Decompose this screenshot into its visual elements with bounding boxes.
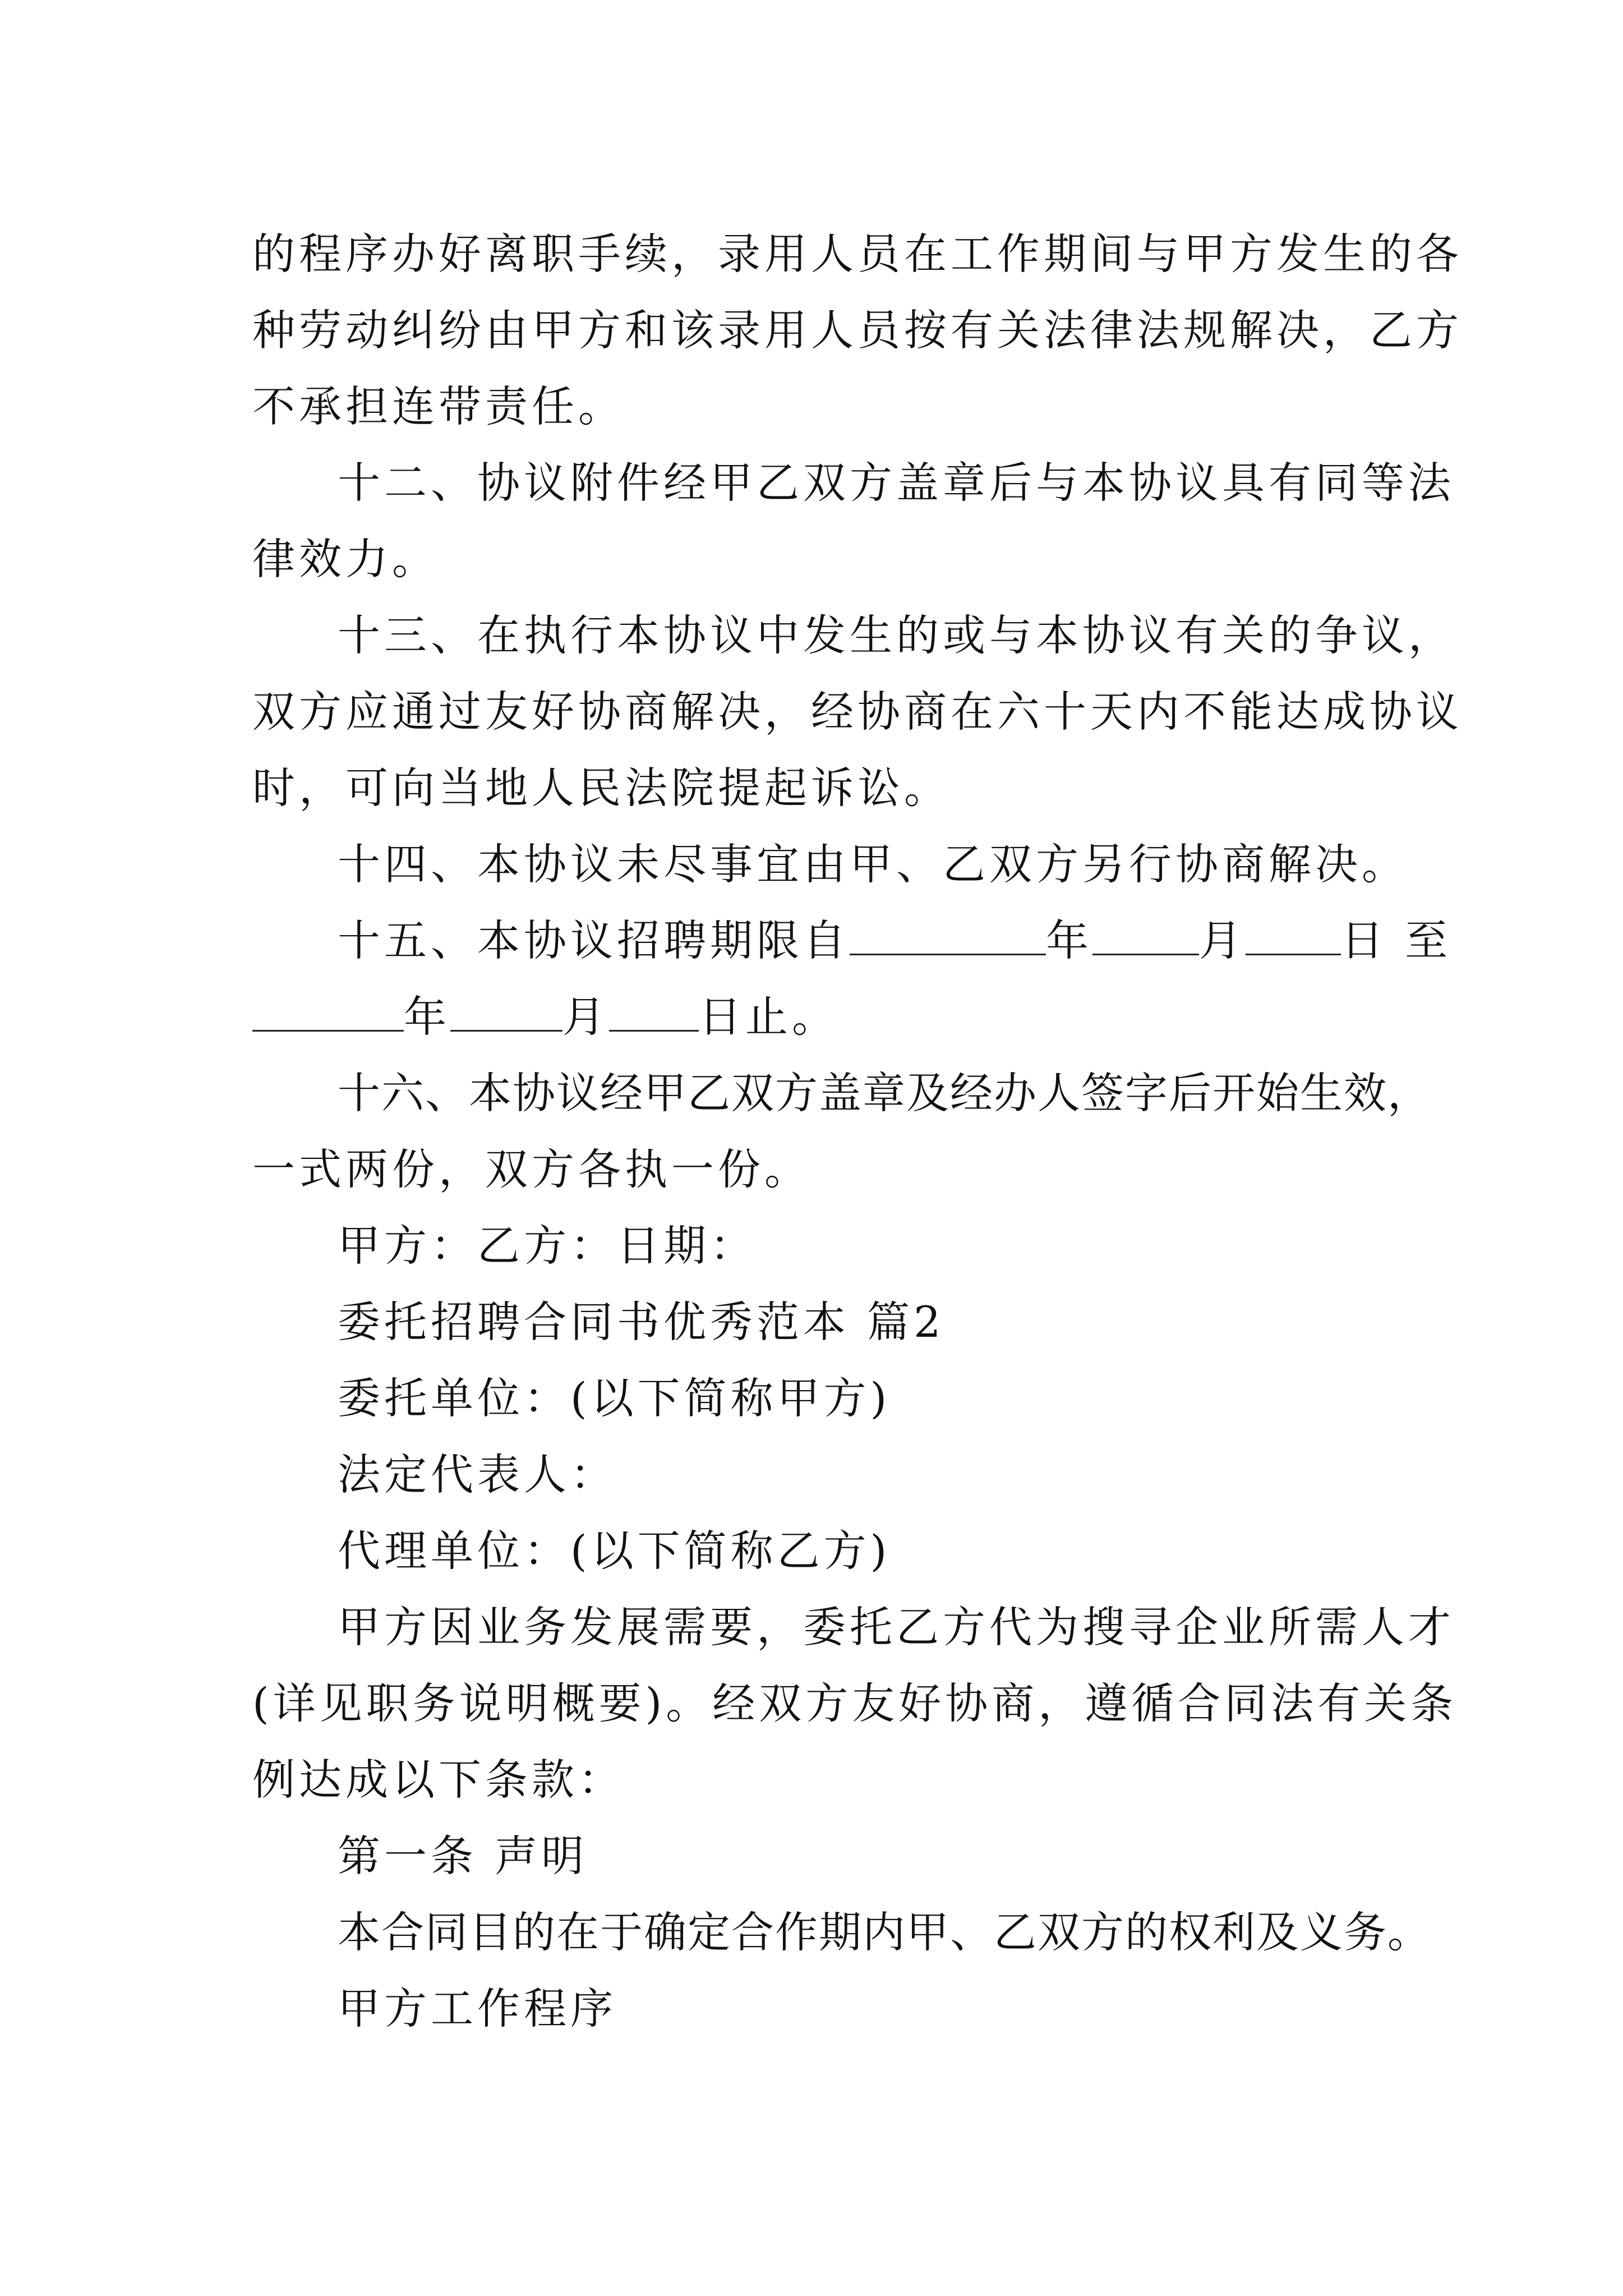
- agent-line: 代理单位：(以下简称乙方): [338, 1526, 891, 1576]
- clause-16-line: 十六、本协议经甲乙双方盖章及经办人签字后开始生效，: [338, 1068, 1431, 1118]
- blank-field: [850, 917, 1046, 955]
- blank-field: [609, 993, 699, 1032]
- article-1-heading: 第一条 声明: [338, 1831, 588, 1881]
- signature-line: 甲方：乙方：日期：: [338, 1221, 757, 1271]
- clause-12-line: 律效力。: [252, 534, 439, 584]
- year-label: 年: [404, 992, 450, 1042]
- blank-field: [1092, 917, 1199, 955]
- clause-15-line: [252, 979, 1374, 1055]
- day-to-label: 日 至: [1341, 915, 1452, 965]
- article-1-text: 本合同目的在于确定合作期内甲、乙双方的权利及义务。: [338, 1907, 1431, 1957]
- clause-13-line: 时，可向当地人民法院提起诉讼。: [252, 763, 951, 813]
- year-label: 年: [1046, 915, 1092, 965]
- paragraph-line: 的程序办好离职手续，录用人员在工作期间与甲方发生的各: [252, 229, 1463, 279]
- document-body: [252, 216, 1463, 2047]
- clause-16-line: 一式两份，双方各执一份。: [252, 1144, 811, 1194]
- clause-13-line: 双方应通过友好协商解决，经协商在六十天内不能达成协议: [252, 687, 1463, 737]
- blank-field: [1246, 917, 1341, 955]
- month-label: 月: [562, 992, 609, 1042]
- clause-14-line: 十四、本协议未尽事宜由甲、乙双方另行协商解决。: [338, 839, 1408, 889]
- clause-15-prefix: 十五、本协议招聘期限自: [338, 915, 850, 965]
- intro-paragraph-line: 例达成以下条款：: [252, 1755, 625, 1805]
- principal-line: 委托单位：(以下简称甲方): [338, 1373, 891, 1423]
- paragraph-line: 不承担连带责任。: [252, 381, 625, 431]
- month-label: 月: [1199, 915, 1246, 965]
- blank-field: [252, 993, 404, 1032]
- clause-12-line: 十二、协议附件经甲乙双方盖章后与本协议具有同等法: [338, 458, 1455, 508]
- day-end-label: 日止。: [699, 992, 838, 1042]
- legal-representative-line: 法定代表人：: [338, 1450, 617, 1499]
- paragraph-line: 种劳动纠纷由甲方和该录用人员按有关法律法规解决，乙方: [252, 305, 1463, 355]
- section-title: 委托招聘合同书优秀范本 篇2: [338, 1297, 945, 1347]
- intro-paragraph-line: (详见职务说明概要)。经双方友好协商，遵循合同法有关条: [252, 1678, 1458, 1728]
- blank-field: [450, 993, 562, 1032]
- clause-15-line: [252, 903, 1452, 979]
- party-a-procedure-heading: 甲方工作程序: [338, 1984, 617, 2033]
- intro-paragraph-line: 甲方因业务发展需要，委托乙方代为搜寻企业所需人才: [338, 1602, 1455, 1652]
- clause-13-line: 十三、在执行本协议中发生的或与本协议有关的争议，: [338, 610, 1455, 660]
